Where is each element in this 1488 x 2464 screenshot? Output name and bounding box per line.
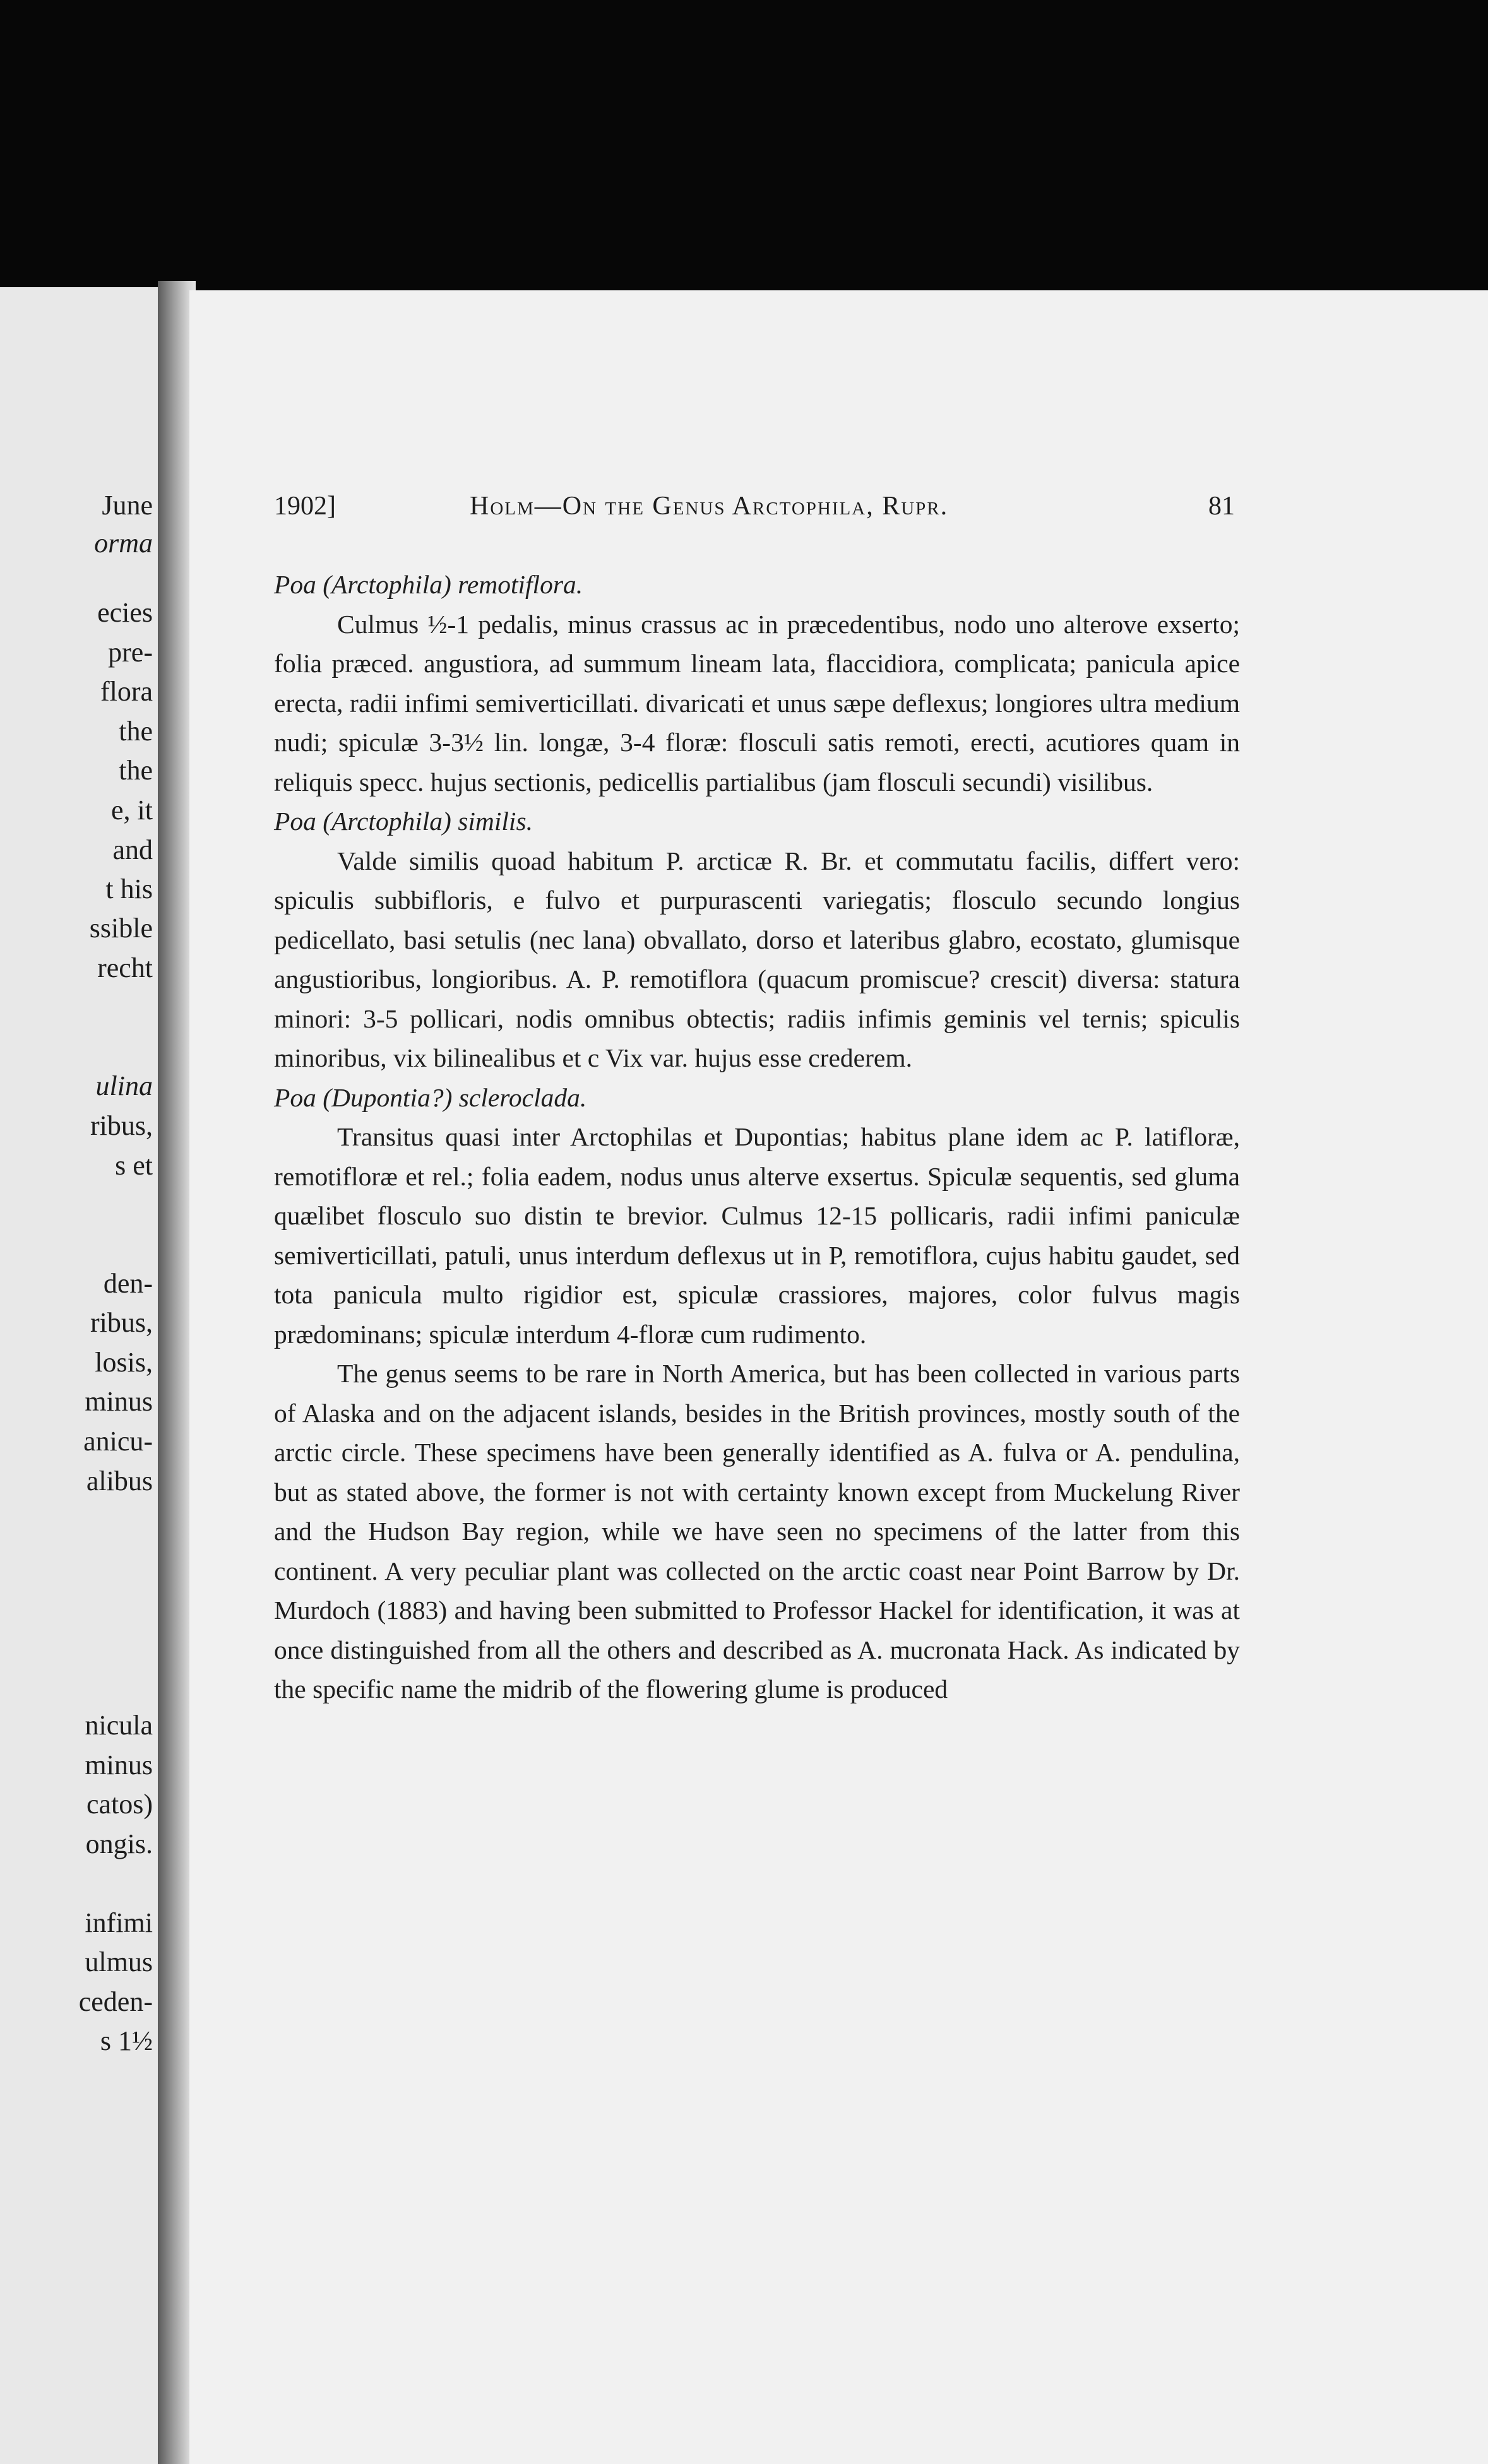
section-heading: Poa (Dupontia?) scleroclada. [274,1082,587,1112]
left-page-line: e, it [111,795,153,826]
running-title: Holm—On the Genus Arctophila, Rupr. [470,492,949,521]
left-page-line: minus [85,1750,153,1780]
page-body [274,565,1240,1709]
left-page-line: minus [85,1386,153,1417]
left-page-line: alibus [86,1466,153,1496]
paragraph: Transitus quasi inter Arctophilas et Dupontias; habitus plane idem ac P. latifloræ, remotifloræ et rel.; folia eadem, nodus unus alterve exsertus. Spiculæ sequentis, sed gluma quælibet flosculo suo distin te brevior. Culmus 12-15 pollicaris, radii infimi paniculæ semiverticillati, patuli, unus interdum deflexus ut in P, remotiflora, cujus habitu gaudet, sed tota panicula multo rigidior est, spiculæ crassiores, majores, color fulvus magis prædominans; spiculæ interdum 4-floræ cum rudimento. [274,1122,1240,1349]
left-page-line: s 1½ [100,2025,153,2056]
left-page-line: t his [105,874,153,904]
left-page-line: ecies [97,597,153,628]
left-page-line: infimi [85,1907,153,1938]
left-page-line: losis, [95,1347,153,1378]
left-page-line: recht [97,952,153,983]
left-page-line: the [119,755,153,786]
left-page-line: ribus, [90,1110,153,1141]
left-page-line: and [112,834,153,865]
left-page-line: the [119,716,153,747]
left-page [0,287,158,2464]
left-page-line: nicula [85,1710,153,1741]
left-page-line: ulina [95,1070,153,1101]
left-page-line: ulmus [85,1946,153,1977]
left-page-line: orma [94,528,153,559]
running-header [274,491,1240,529]
header-year: 1902] [274,492,336,521]
left-page-line: pre- [108,637,153,668]
left-page-line: flora [100,676,153,707]
left-page-line: June [102,490,153,521]
paragraph: Culmus ½-1 pedalis, minus crassus ac in præcedentibus, nodo uno alterove exserto; folia præced. angustiora, ad summum lineam lata, flaccidiora, complicata; panicula apice erecta, radii infimi semiverticillati. divaricati et unus sæpe deflexus; longiores ultra medium nudi; spiculæ 3-3½ lin. longæ, 3-4 floræ: flosculi satis remoti, erecti, acutiores quam in reliquis specc. hujus sectionis, pedicellis partialibus (jam flosculi secundi) visilibus. [274,609,1240,797]
paragraph: Valde similis quoad habitum P. arcticæ R. Br. et commutatu facilis, differt vero: spiculis subbifloris, e fulvo et purpurascenti variegatis; flosculo secundo longius pedicellato, basi setulis (nec lana) obvallato, dorso et lateribus glabro, ecostato, glumisque angustioribus, longioribus. A. P. remotiflora (quacum promiscue? crescit) diversa: statura minori: 3-5 pollicari, nodis omnibus obtectis; radiis infimis geminis vel ternis; spiculis minoribus, vix bilinealibus et c Vix var. hujus esse crederem. [274,846,1240,1072]
left-page-line: catos) [86,1789,153,1820]
page-number: 81 [1208,492,1235,521]
left-page-line: anicu- [83,1426,153,1457]
left-page-line: ceden- [78,1986,153,2017]
left-page-line: ribus, [90,1307,153,1338]
section-heading: Poa (Arctophila) similis. [274,807,533,836]
section-heading: Poa (Arctophila) remotiflora. [274,570,583,599]
left-page-line: den- [103,1268,153,1299]
left-page-line: ssible [89,913,153,944]
left-page-line: ongis. [85,1828,153,1859]
left-page-line: s et [115,1150,153,1181]
paragraph: The genus seems to be rare in North America, but has been collected in various parts of Alaska and on the adjacent islands, besides in the British provinces, mostly south of the arctic circle. These specimens have been generally identified as A. fulva or A. pendulina, but as stated above, the former is not with certainty known except from Muckelung River and the Hudson Bay region, while we have seen no specimens of the latter from this continent. A very peculiar plant was collected on the arctic coast near Point Barrow by Dr. Murdoch (1883) and having been submitted to Professor Hackel for identification, it was at once distinguished from all the others and described as A. mucronata Hack. As indicated by the specific name the midrib of the flowering glume is produced [274,1359,1240,1703]
